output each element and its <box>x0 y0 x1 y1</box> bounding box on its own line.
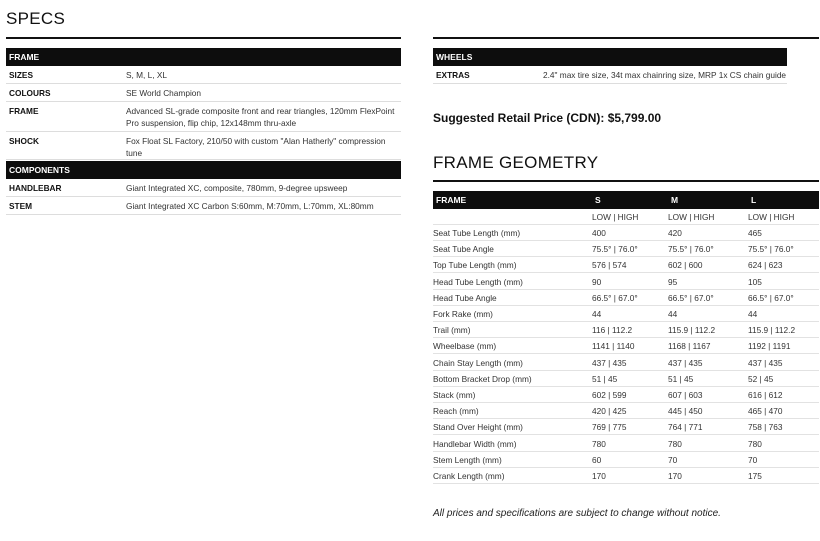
geometry-row <box>433 274 819 290</box>
geometry-value-m: 95 <box>668 276 678 287</box>
geometry-value-s: 170 <box>592 471 606 481</box>
geometry-value-m: 51 | 45 <box>668 373 694 384</box>
geometry-row-label: Stem Length (mm) <box>433 454 502 465</box>
geometry-value-m: 75.5° | 76.0° <box>668 244 714 255</box>
geometry-row <box>433 452 819 468</box>
geometry-row <box>433 241 819 257</box>
geometry-value-l: 465 | 470 <box>748 406 783 417</box>
geometry-row-label: Head Tube Angle <box>433 292 497 303</box>
wheels-section-header: WHEELS <box>433 48 787 66</box>
geometry-value-l: 66.5° | 67.0° <box>748 292 794 303</box>
geometry-value-s: 780 <box>592 438 606 449</box>
position-label: LOW | HIGH <box>748 212 795 222</box>
geometry-value-m: 66.5° | 67.0° <box>668 292 714 303</box>
specs-divider <box>6 37 401 39</box>
geometry-value-m: 70 <box>668 454 678 465</box>
spec-row <box>6 179 401 197</box>
geometry-value-m: 44 <box>668 309 678 319</box>
geometry-value-s: 420 | 425 <box>592 406 627 417</box>
position-label: LOW | HIGH <box>668 212 715 222</box>
geometry-divider <box>433 180 819 182</box>
geometry-row <box>433 371 819 387</box>
geometry-value-l: 44 <box>748 309 758 319</box>
geometry-row-label: Wheelbase (mm) <box>433 341 497 352</box>
spec-row <box>6 102 401 132</box>
geometry-value-s: 400 <box>592 228 606 238</box>
geometry-value-s: 769 | 775 <box>592 422 627 433</box>
geometry-value-l: 437 | 435 <box>748 357 783 368</box>
geometry-value-s: 116 | 112.2 <box>592 325 633 336</box>
geometry-value-s: 60 <box>592 454 602 465</box>
geometry-row-label: Fork Rake (mm) <box>433 309 493 319</box>
geometry-value-l: 115.9 | 112.2 <box>748 325 796 336</box>
spec-value: S, M, L, XL <box>126 70 168 80</box>
geometry-value-s: 1141 | 1140 <box>592 341 635 352</box>
spec-row <box>6 66 401 84</box>
spec-label: SIZES <box>9 70 33 80</box>
geometry-value-m: 780 <box>668 438 682 449</box>
geometry-row <box>433 419 819 435</box>
geometry-row-label: Stack (mm) <box>433 390 476 400</box>
geometry-value-s: 44 <box>592 309 602 319</box>
geometry-value-s: 75.5° | 76.0° <box>592 244 638 255</box>
geometry-row-label: Head Tube Length (mm) <box>433 276 523 287</box>
geometry-row-label: Reach (mm) <box>433 406 479 417</box>
spec-label: COLOURS <box>9 88 51 98</box>
geometry-value-m: 607 | 603 <box>668 390 703 400</box>
geometry-value-l: 758 | 763 <box>748 422 783 433</box>
wheels-divider <box>433 37 819 39</box>
geometry-row-label: Handlebar Width (mm) <box>433 438 517 449</box>
geometry-value-s: 90 <box>592 276 602 287</box>
geometry-value-m: 115.9 | 112.2 <box>668 325 716 336</box>
size-header-l: L <box>751 195 757 205</box>
geometry-value-s: 66.5° | 67.0° <box>592 292 638 303</box>
geometry-row-label: Trail (mm) <box>433 325 471 336</box>
geometry-row <box>433 257 819 273</box>
components-section-header: COMPONENTS <box>6 161 401 179</box>
specs-title: SPECS <box>6 9 66 28</box>
geometry-row-label: Bottom Bracket Drop (mm) <box>433 373 532 384</box>
geometry-value-m: 437 | 435 <box>668 357 703 368</box>
geometry-value-l: 75.5° | 76.0° <box>748 244 794 255</box>
spec-row <box>433 66 787 84</box>
geometry-row <box>433 436 819 452</box>
geometry-row <box>433 290 819 306</box>
spec-value: 2.4" max tire size, 34t max chainring size, MRP 1x CS chain guide <box>543 70 787 80</box>
geometry-value-s: 51 | 45 <box>592 373 618 384</box>
geometry-value-l: 616 | 612 <box>748 390 783 400</box>
size-header-m: M <box>671 195 679 205</box>
geometry-row <box>433 403 819 419</box>
geometry-value-m: 420 <box>668 228 682 238</box>
geometry-row-label: Seat Tube Angle <box>433 244 494 255</box>
geometry-row-label: Stand Over Height (mm) <box>433 422 523 433</box>
spec-value: Fox Float SL Factory, 210/50 with custom "Alan Hatherly" compression tune <box>126 136 386 158</box>
footnote: All prices and specifications are subject to change without notice. <box>433 508 721 519</box>
geometry-row <box>433 355 819 371</box>
geometry-value-m: 764 | 771 <box>668 422 703 433</box>
frame-section-header: FRAME <box>6 48 401 66</box>
geometry-row <box>433 225 819 241</box>
geometry-row <box>433 387 819 403</box>
spec-row <box>6 132 401 160</box>
geometry-subheader-row <box>433 209 819 225</box>
geometry-row <box>433 338 819 354</box>
suggested-retail-price: Suggested Retail Price (CDN): $5,799.00 <box>433 111 662 125</box>
spec-label: EXTRAS <box>436 70 470 80</box>
geometry-value-l: 465 <box>748 228 762 238</box>
geometry-value-l: 1192 | 1191 <box>748 341 791 352</box>
geometry-value-m: 170 <box>668 471 682 481</box>
spec-label: FRAME <box>9 106 39 116</box>
geometry-value-m: 1168 | 1167 <box>668 341 711 352</box>
geometry-value-l: 780 <box>748 438 762 449</box>
geometry-header-row <box>433 191 819 209</box>
geometry-value-m: 445 | 450 <box>668 406 703 417</box>
geometry-title: FRAME GEOMETRY <box>433 153 599 172</box>
spec-row <box>6 197 401 215</box>
geometry-row <box>433 468 819 484</box>
geometry-value-s: 437 | 435 <box>592 357 627 368</box>
geometry-value-s: 576 | 574 <box>592 260 627 271</box>
geometry-value-s: 602 | 599 <box>592 390 627 400</box>
geometry-header-label: FRAME <box>436 195 467 205</box>
spec-label: HANDLEBAR <box>9 183 62 193</box>
position-label: LOW | HIGH <box>592 212 639 222</box>
geometry-row <box>433 306 819 322</box>
spec-label: STEM <box>9 201 33 211</box>
geometry-row-label: Crank Length (mm) <box>433 471 505 481</box>
spec-label: SHOCK <box>9 136 39 146</box>
spec-value: Advanced SL-grade composite front and rear triangles, 120mm FlexPoint Pro suspension, flip chip, 12x148mm thru-axle <box>126 106 395 128</box>
geometry-value-l: 70 <box>748 454 758 465</box>
geometry-row-label: Top Tube Length (mm) <box>433 260 517 271</box>
geometry-value-l: 52 | 45 <box>748 373 774 384</box>
spec-value: SE World Champion <box>126 88 202 98</box>
geometry-value-l: 624 | 623 <box>748 260 783 271</box>
spec-row <box>6 84 401 102</box>
geometry-row <box>433 322 819 338</box>
size-header-s: S <box>595 195 601 205</box>
spec-value: Giant Integrated XC Carbon S:60mm, M:70mm, L:70mm, XL:80mm <box>126 201 374 211</box>
geometry-row-label: Chain Stay Length (mm) <box>433 357 523 368</box>
geometry-value-l: 175 <box>748 471 762 481</box>
spec-value: Giant Integrated XC, composite, 780mm, 9-degree upsweep <box>126 183 348 193</box>
geometry-row-label: Seat Tube Length (mm) <box>433 228 521 238</box>
geometry-value-l: 105 <box>748 276 762 287</box>
geometry-value-m: 602 | 600 <box>668 260 703 271</box>
